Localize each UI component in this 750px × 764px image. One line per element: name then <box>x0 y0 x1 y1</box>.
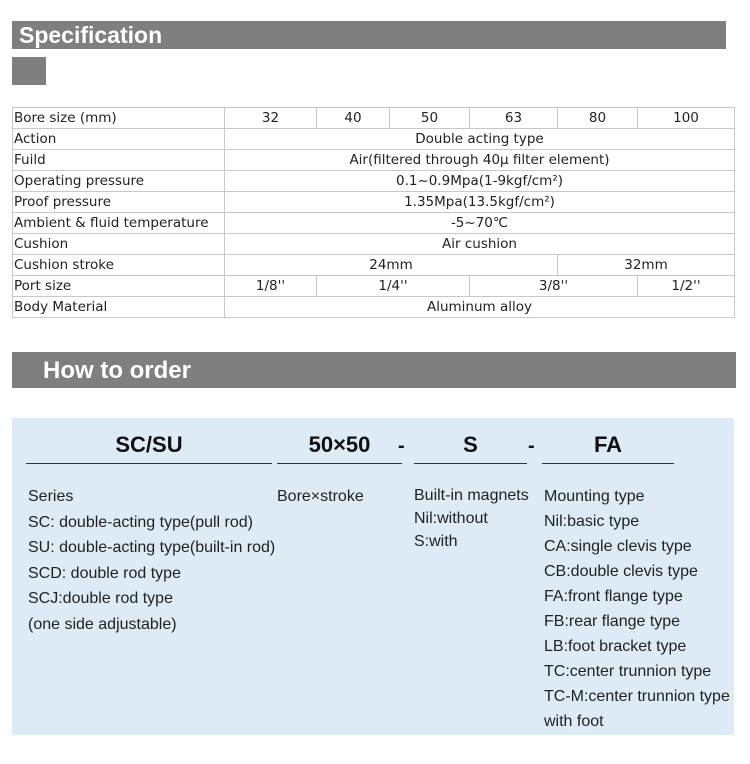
table-row <box>13 192 735 213</box>
row-value: -5~70℃ <box>225 213 735 234</box>
row-value: Double acting type <box>225 129 735 150</box>
row-value: 0.1~0.9Mpa(1-9kgf/cm²) <box>225 171 735 192</box>
row-value: Aluminum alloy <box>225 297 735 318</box>
series-line: (one side adjustable) <box>28 615 177 633</box>
table-row <box>13 255 735 276</box>
decorative-square <box>12 57 46 85</box>
bore-stroke-underline <box>277 463 402 464</box>
mounting-description <box>544 484 730 734</box>
how-to-order-header: How to order <box>12 352 736 388</box>
mounting-line: Nil:basic type <box>544 513 640 530</box>
series-line: SCJ:double rod type <box>28 590 173 607</box>
row-label: Ambient & fluid temperature <box>13 213 225 234</box>
series-line: SCD: double rod type <box>28 564 181 582</box>
series-description <box>28 484 275 637</box>
bore-value: 100 <box>638 108 735 129</box>
table-row <box>13 108 735 129</box>
row-label: Cushion stroke <box>13 255 225 276</box>
series-line: Series <box>28 488 74 505</box>
row-value: 24mm <box>225 255 558 276</box>
bore-value: 32 <box>225 108 317 129</box>
table-row <box>13 129 735 150</box>
table-row <box>13 276 735 297</box>
separator-dash: - <box>398 435 405 457</box>
mounting-underline <box>542 463 674 464</box>
row-value: Air cushion <box>225 234 735 255</box>
order-code-panel <box>12 418 734 735</box>
series-line: SC: double-acting type(pull rod) <box>28 513 254 531</box>
table-row <box>13 213 735 234</box>
row-label: Body Material <box>13 297 225 318</box>
mounting-line: LB:foot bracket type <box>544 638 687 655</box>
specification-header: Specification <box>12 21 726 49</box>
port-value: 1/8'' <box>225 276 317 297</box>
mounting-line: FB:rear flange type <box>544 613 681 630</box>
magnet-line: S:with <box>414 533 458 550</box>
mounting-line: FA:front flange type <box>544 588 683 605</box>
bore-value: 40 <box>317 108 390 129</box>
row-label: Fuild <box>13 150 225 171</box>
mounting-line: Mounting type <box>544 488 645 505</box>
mounting-code: FA <box>593 432 623 457</box>
port-value: 1/4'' <box>317 276 470 297</box>
table-row <box>13 297 735 318</box>
magnet-code: S <box>463 432 478 457</box>
mounting-line: CA:single clevis type <box>544 538 692 555</box>
bore-value: 80 <box>558 108 638 129</box>
table-row <box>13 150 735 171</box>
bore-stroke-line: Bore×stroke <box>277 488 364 505</box>
bore-stroke-code: 50×50 <box>308 432 371 457</box>
row-value: Air(filtered through 40μ filter element) <box>225 150 735 171</box>
mounting-line: TC-M:center trunnion type <box>544 688 730 705</box>
table-row <box>13 171 735 192</box>
row-label: Action <box>13 129 225 150</box>
bore-stroke-description <box>277 484 364 509</box>
specification-table <box>12 107 735 318</box>
mounting-line: CB:double clevis type <box>544 563 698 580</box>
bore-value: 50 <box>390 108 470 129</box>
row-label: Port size <box>13 276 225 297</box>
series-code: SC/SU <box>115 432 183 457</box>
port-value: 1/2'' <box>638 276 735 297</box>
mounting-line: TC:center trunnion type <box>544 663 712 680</box>
bore-value: 63 <box>470 108 558 129</box>
magnet-underline <box>414 463 527 464</box>
series-underline <box>26 463 272 464</box>
row-label: Proof pressure <box>13 192 225 213</box>
magnet-line: Nil:without <box>414 510 488 527</box>
row-label: Cushion <box>13 234 225 255</box>
table-row <box>13 234 735 255</box>
separator-dash: - <box>528 435 535 457</box>
row-value: 1.35Mpa(13.5kgf/cm²) <box>225 192 735 213</box>
row-label: Operating pressure <box>13 171 225 192</box>
row-label: Bore size (mm) <box>13 108 225 129</box>
row-value: 32mm <box>558 255 735 276</box>
mounting-line: with foot <box>544 713 604 730</box>
port-value: 3/8'' <box>470 276 638 297</box>
magnet-description <box>414 484 529 553</box>
magnet-line: Built-in magnets <box>414 487 529 504</box>
series-line: SU: double-acting type(built-in rod) <box>28 539 276 556</box>
